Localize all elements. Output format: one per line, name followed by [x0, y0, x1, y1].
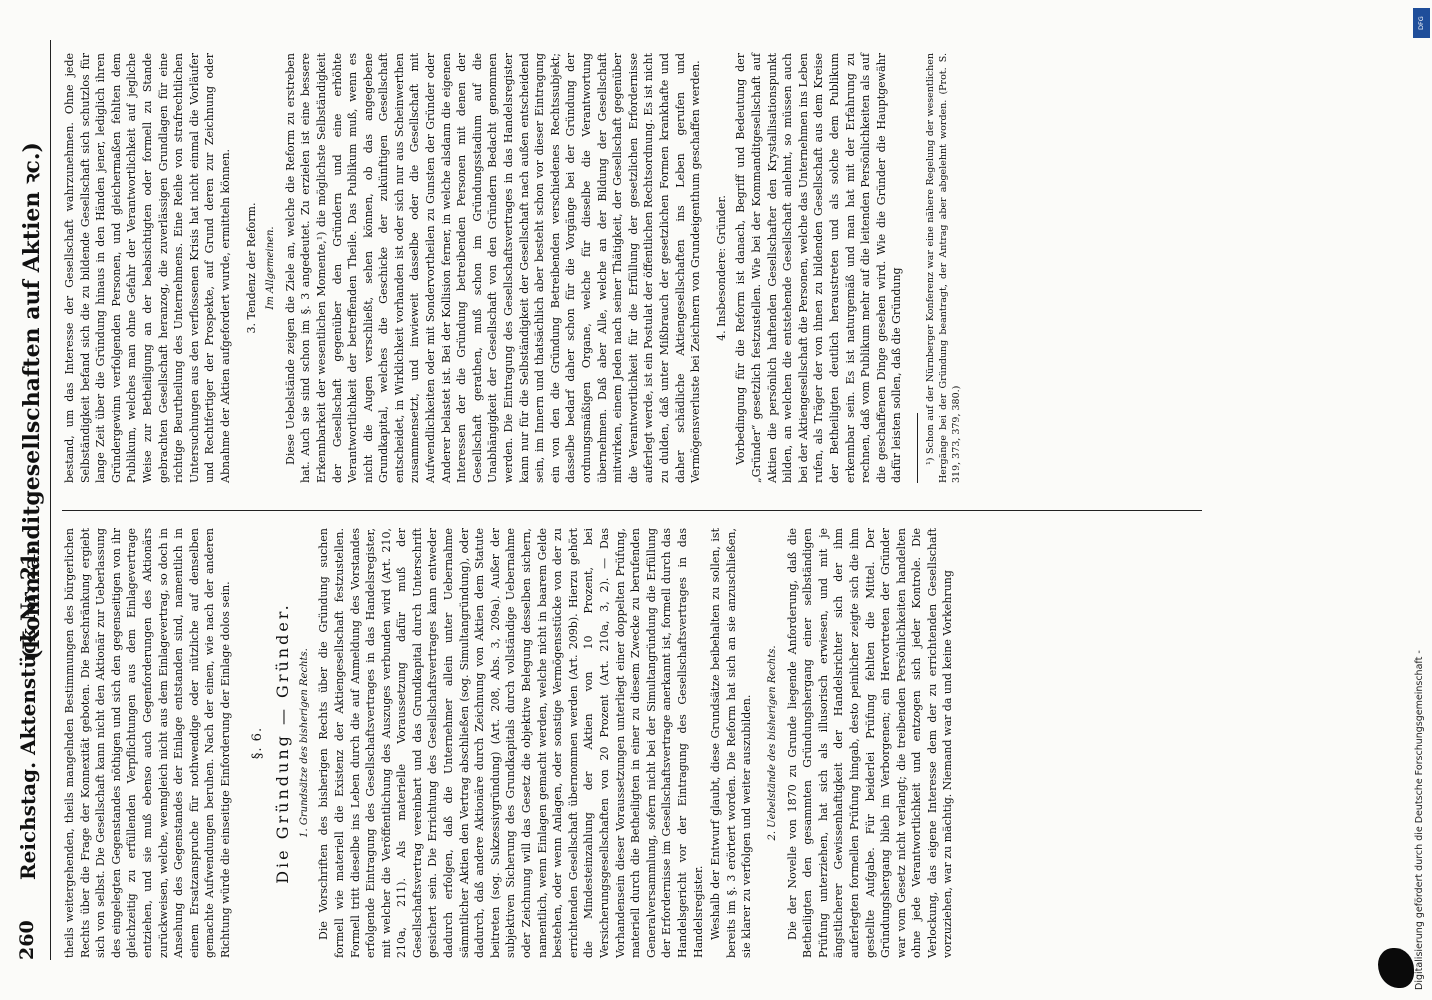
subsection-1-title: 1. Grundsätze des bisherigen Rechts. [298, 648, 310, 838]
left-column [62, 528, 958, 958]
paragraph-intro: theils weitergehenden, theils mangelnden Bestimmungen des bürgerlichen Rechts über die Frage der Konnexität geboten. Die Beschränkung ergiebt sich von selbst. Die Gesellschaft kann nicht den Aktionär zur Ueberlassung des eingelegten Gegenstandes nöthigen und sich den gegenseitigen von ihr gleichzeitig zu erfüllenden Verpflichtungen aus dem Einlagevertrage entziehen, und sie muß ebenso auch Gegenforderungen des Aktionärs zurückweisen, welche, wenngleich nicht aus dem Einlagevertrag, so doch in Ansehung des Gegenstandes der Einlage entstanden sind, namentlich in einem Ersatzanspruche für nothwendige oder nützliche auf denselben gemachte Aufwendungen beruhen. Nach der einen, wie nach der anderen Richtung würde die einseitige Einforderung der Einlage dolos sein. [63, 528, 232, 958]
section-title: Die Gründung — Gründer. [273, 602, 293, 884]
credit-text: Digitalisierung gefördert durch die Deutsche Forschungsgemeinschaft - [1414, 650, 1425, 990]
paragraph-4: Diese Uebelstände zeigen die Ziele an, welche die Reform zu erstreben hat. Auch sie sind schon im §. 3 angedeutet. Zu erzielen ist eine bessere Erkennbarkeit der wesentlichen Momente,¹) die möglichste Selbständigkeit der Gesellschaft gegenüber den Gründern und eine erhöhte Verantwortlichkeit der betreffenden Theile. Das Publikum muß, wenn es nicht die Augen verschließt, sehen können, ob das angegebene Grundkapital, welches die Geschicke der zukünftigen Gesellschaft entscheidet, in Wirklichkeit vorhanden ist oder sich nur aus Scheinwerthen zusammensetzt, und inwieweit dasselbe oder die Gesellschaft mit Aufwendlichkeiten oder mit Sondervortheilen zu Gunsten der Gründer oder Anderer belastet ist. Bei der Kollision ferner, in welche alsdann die eigenen Interessen der die Gründung betreibenden Personen mit denen der Gesellschaft gerathen, muß schon im Gründungsstadium auf die Unabhängigkeit der Gesellschaft von den Gründern Bedacht genommen werden. Die Eintragung des Gesellschaftsvertrages in das Handelsregister kann nur für die Selbständigkeit der Gesellschaft nach außen entscheidend sein, im Innern und thatsächlich aber besteht schon vor dieser Eintragung ein von den die Gründung Betreibenden verschiedenes Rechtssubjekt; dasselbe bedarf daher schon für die Vorgänge bei der Gründung der ordnungsmäßigen Organe, welche für dieselbe die Verantwortung übernehmen. Daß aber Alle, welche an der Bildung der Gesellschaft mitwirken, einem Jeden nach seiner Thätigkeit, der Gesellschaft gegenüber die Verantwortlichkeit für die Erfüllung der gesetzlichen Erfordernisse auferlegt werde, ist ein Postulat der öffentlichen Rechtsordnung. Es ist nicht zu dulden, daß unter Mißbrauch der gesetzlichen Formen krankhafte und daher schädliche Aktiengesellschaften ins Leben gerufen und Vermögensverluste bei Zeichnern von Grundeigenthum geschaffen werden. [283, 53, 703, 483]
paragraph-2: Weshalb der Entwurf glaubt, diese Grundsätze beibehalten zu sollen, ist bereits im §. 3 erörtert worden. Die Reform hat sich an sie anzuschließen, sie klarer zu verfolgen und weiter auszubilden. [709, 528, 754, 958]
right-column [62, 53, 965, 483]
section-number: §. 6. [249, 726, 265, 760]
column-divider [62, 510, 1202, 511]
footnote: ¹) Schon auf der Nürnberger Konferenz war eine nähere Regelung der wesentlichen Hergänge bei der Gründung beantragt, der Antrag aber abgelehnt worden. (Prot. S. 319, 373, 379, 380.) [924, 53, 962, 483]
dfg-logo: DFG [1413, 8, 1430, 38]
subsection-3-subtitle: Im Allgemeinen. [265, 226, 277, 310]
page-number: 260 [16, 920, 38, 960]
subsection-2-title: 2. Uebelstände des bisherigen Rechts. [766, 645, 778, 841]
header-left-title: Reichstag. Aktenstück Nr. 21. [16, 545, 40, 880]
paragraph-1: Die Vorschriften des bisherigen Rechts über die Gründung suchen formell wie materiell die Existenz der Aktiengesellschaft festzustellen. Formell tritt dieselbe ins Leben durch die auf Anmeldung des Vorstandes erfolgende Eintragung des Gesellschaftsvertrages in das Handelsregister, mit welcher die Veröffentlichung des Auszuges verbunden wird (Art. 210, 210a, 211). Als materielle Voraussetzung dafür muß der Gesellschaftsvertrag vereinbart und das Grundkapital durch Unterschrift gesichert sein. Die Errichtung des Gesellschaftsvertrages kann entweder dadurch erfolgen, daß die Unternehmer allein unter Uebernahme sämmtlicher Aktien den Vertrag abschließen (sog. Simultangründung), oder dadurch, daß andere Aktionäre durch Zeichnung von Aktien dem Statute beitreten (sog. Sukzessivgründung) (Art. 208, Abs. 3, 209a). Außer der subjektiven Sicherung des Grundkapitals durch vollständige Uebernahme oder Zeichnung will das Gesetz die objektive Belegung desselben sichern, namentlich, wenn Einlagen gemacht werden, welche nicht in baarem Gelde bestehen, oder wenn Anlagen, oder sonstige Vermögensstücke von der zu errichtenden Gesellschaft übernommen werden (Art. 209b). Hierzu gehört die Mindesteinzahlung der Aktien von 10 Prozent, bei Versicherungsgesellschaften von 20 Prozent (Art. 210a, 3, 2). — Das Vorhandensein dieser Voraussetzungen unterliegt einer doppelten Prüfung, materiell durch die Betheiligten in einer zu diesem Zwecke zu berufenden Generalversammlung, sofern nicht bei der Simultangründung die Erfüllung der Erfordernisse im Gesellschaftsvertrage anerkannt ist, formell durch das Handelsgericht vor der Eintragung des Gesellschaftsvertrages in das Handelsregister. [317, 528, 705, 958]
paragraph-5: Vorbedingung für die Reform ist danach, Begriff und Bedeutung der „Gründer“ gesetzlich festzustellen. Wie bei der Kommanditgesellschaft auf Aktien die persönlich haftenden Gesellschafter den Krystallisationspunkt bilden, an welchen die entstehende Gesellschaft anlehnt, so müssen auch bei der Aktiengesellschaft die Personen, welche das Unternehmen ins Leben rufen, als Träger der von ihnen zu bildenden Gesellschaft aus dem Kreise der Betheiligten deutlich heraustreten und als solche dem Publikum erkennbar sein. Es ist naturgemäß und man hat mit der Erfahrung zu rechnen, daß vom Publikum mehr auf die leitenden Persönlichkeiten als auf die geschaffenen Dinge gesehen wird. Wie die Gründer die Hauptgewähr dafür leisten sollen, daß die Gründung [734, 53, 904, 483]
subsection-3-title: 3. Tendenz der Reform. [244, 202, 258, 334]
paragraph-3: Die der Novelle von 1870 zu Grunde liegende Anforderung, daß die Betheiligten den gesammten Gründungshergang einer selbständigen Prüfung unterziehen, hat sich als illusorisch erwiesen, und mit je ängstlicherer Gewissenhaftigkeit der Handelsrichter sich der ihm auferlegten formellen Prüfung hingab, desto peinlicher zeigte sich die ihm gestellte Aufgabe. Für beiderlei Prüfung fehlten die Mittel. Der Gründungshergang blieb im Verborgenen; ein Hervortreten der Gründer war vom Gesetz nicht verlangt; die treibenden Persönlichkeiten handelten ohne jede Verantwortlichkeit und entzogen sich jeder Kontrole. Die Verlockung, das eigene Interesse dem der zu errichtenden Gesellschaft vorzuziehen, war zu mächtig. Niemand war da und keine Vorkehrung [785, 528, 955, 958]
header-right-title: (Kommanditgesellschaften auf Aktien ꝛc.) [19, 142, 45, 660]
header-rule [50, 40, 51, 960]
footnote-rule [917, 413, 918, 483]
subsection-4-title: 4. Insbesondere: Gründer. [714, 195, 728, 341]
paragraph-continued: bestand, um das Interesse der Gesellschaft wahrzunehmen. Ohne jede Selbständigkeit befand sich die zu bildende Gesellschaft sich schutzlos für lange Zeit über die Gründung hinaus in den Händen jener, lediglich ihren Gründergewinn verfolgenden Personen, und gleichermaßen fehlten dem Publikum, welches man ohne Gefahr der Verantwortlichkeit auf jegliche Weise zur Betheiligung an der beabsichtigten oder formell zu Stande gebrachten Gesellschaft heranzog, die zuverlässigen Grundlagen für eine richtige Beurtheilung des Unternehmens. Eine Reihe von strafrechtlichen Untersuchungen aus den verflossenen Krisis hat nicht einmal die Vorläufer und Rechtfertiger der Prospekte, auf Grund deren zur Zeichnung oder Abnahme der Aktien aufgefordert wurde, ermitteln können. [63, 53, 232, 483]
digitization-credit [1412, 0, 1432, 1000]
